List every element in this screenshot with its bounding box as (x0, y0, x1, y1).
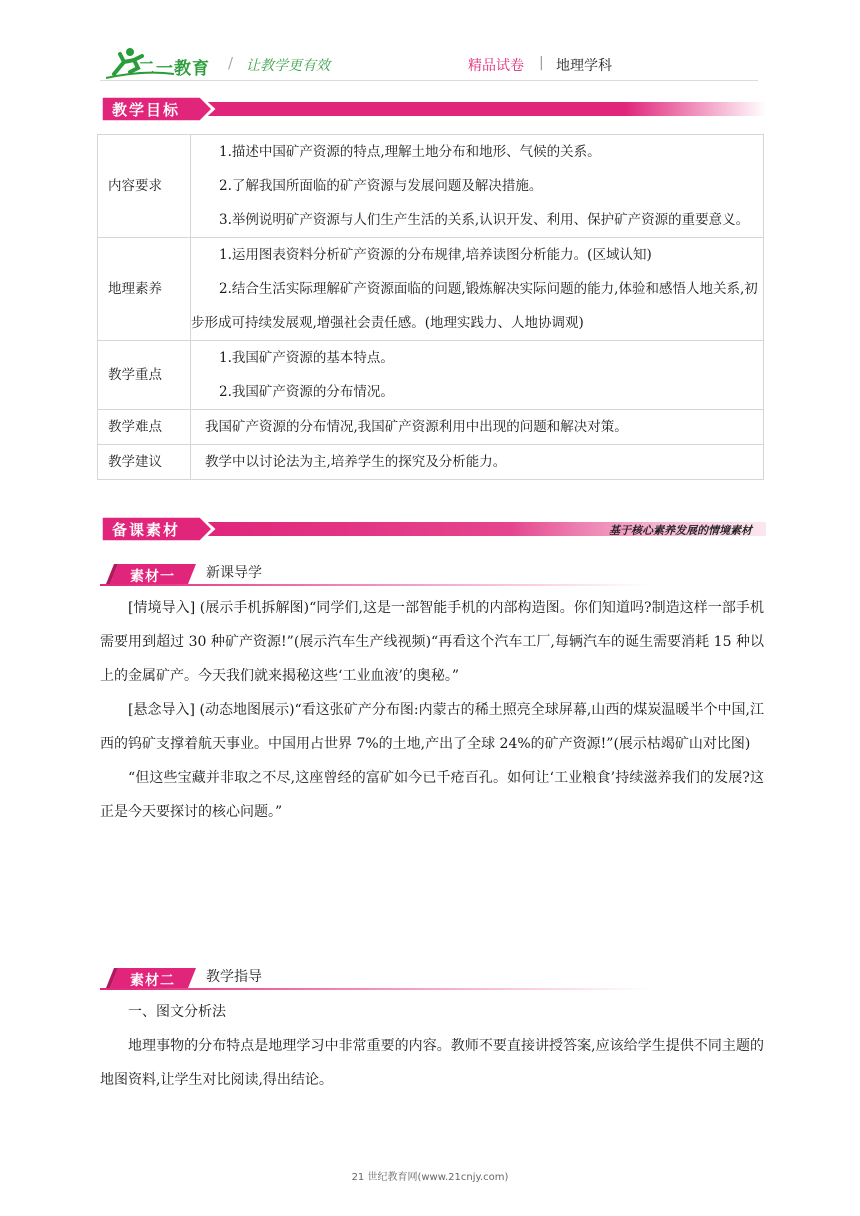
header-category: 精品试卷 (468, 58, 524, 74)
content-line: 教学中以讨论法为主,培养学生的探究及分析能力。 (205, 454, 507, 470)
header-slash: / (228, 54, 234, 72)
material-title: 教学指导 (206, 969, 262, 985)
row-label: 教学建议 (98, 445, 191, 480)
table-row (98, 238, 764, 341)
page-header (0, 0, 860, 80)
header-separator: | (539, 55, 544, 71)
row-label: 教学难点 (98, 410, 191, 445)
content-line: 2.我国矿产资源的分布情况。 (219, 384, 394, 400)
material-title: 新课导学 (206, 565, 262, 581)
content-line: 2.了解我国所面临的矿产资源与发展问题及解决措施。 (219, 178, 543, 194)
content-line: 2.结合生活实际理解矿产资源面临的问题,锻炼解决实际问题的能力,体验和感悟人地关系,初步形成可持续发展观,增强社会责任感。(地理实践力、人地协调观) (191, 281, 758, 331)
row-label: 地理素养 (98, 238, 191, 341)
material-tag-2 (100, 966, 650, 994)
paragraph: 一、图文分析法 (128, 1004, 226, 1020)
content-line: 1.运用图表资料分析矿产资源的分布规律,培养读图分析能力。(区域认知) (219, 247, 652, 263)
row-label: 教学重点 (98, 341, 191, 410)
content-line: 1.描述中国矿产资源的特点,理解土地分布和地形、气候的关系。 (219, 144, 601, 160)
tag-ribbon-icon (100, 562, 650, 590)
header-subject: 地理学科 (556, 58, 612, 74)
table-row (98, 135, 764, 238)
section-title-goals: 教学目标 (112, 101, 181, 119)
section-subtitle-materials: 基于核心素养发展的情境素材 (609, 524, 752, 537)
slogan: 让教学更有效 (246, 58, 330, 74)
content-line: 1.我国矿产资源的基本特点。 (219, 350, 394, 366)
row-content (191, 238, 764, 341)
table-row (98, 341, 764, 410)
content-line: 3.举例说明矿产资源与人们生产生活的关系,认识开发、利用、保护矿产资源的重要意义。 (219, 212, 750, 228)
row-content (191, 341, 764, 410)
row-content (191, 135, 764, 238)
row-label: 内容要求 (98, 135, 191, 238)
paragraph: [悬念导入] (动态地图展示)“看这张矿产分布图:内蒙古的稀土照亮全球屏幕,山西的煤炭温暖半个中国,江西的钨矿支撑着航天事业。中国用占世界 7%的土地,产出了全球 24%的矿产资源!”(展示枯竭矿山对比图) (100, 702, 764, 752)
goals-table (97, 134, 764, 480)
paragraph: “但这些宝藏并非取之不尽,这座曾经的富矿如今已千疮百孔。如何让‘工业粮食’持续滋养我们的发展?这正是今天要探讨的核心问题。” (100, 770, 764, 820)
section-banner-materials (100, 516, 766, 542)
material-tag-1 (100, 562, 650, 590)
section-banner-goals (100, 96, 766, 122)
banner-bar-icon (100, 96, 766, 122)
row-content (191, 445, 764, 480)
material-2-body (100, 995, 764, 1097)
table-row (98, 410, 764, 445)
section-title-materials: 备课素材 (112, 521, 181, 539)
content-line: 我国矿产资源的分布情况,我国矿产资源利用中出现的问题和解决对策。 (205, 419, 628, 435)
material-tag-label: 素材一 (130, 569, 175, 585)
row-content (191, 410, 764, 445)
paragraph: [情境导入] (展示手机拆解图)“同学们,这是一部智能手机的内部构造图。你们知道吗?制造这样一部手机需要用到超过 30 种矿产资源!”(展示汽车生产线视频)“再看这个汽车工厂,每辆汽车的诞生需要消耗 15 种以上的金属矿产。今天我们就来揭秘这些‘工业血液’的奥秘。” (100, 600, 764, 684)
material-1-body (100, 591, 764, 829)
tag-ribbon-icon (100, 966, 650, 994)
logo-text: 二一教育 (138, 59, 210, 79)
paragraph: 地理事物的分布特点是地理学习中非常重要的内容。教师不要直接讲授答案,应该给学生提供不同主题的地图资料,让学生对比阅读,得出结论。 (100, 1038, 764, 1088)
material-tag-label: 素材二 (130, 973, 175, 989)
header-divider (100, 80, 758, 81)
table-row (98, 445, 764, 480)
page-footer: 21 世纪教育网(www.21cnjy.com) (351, 1172, 509, 1183)
